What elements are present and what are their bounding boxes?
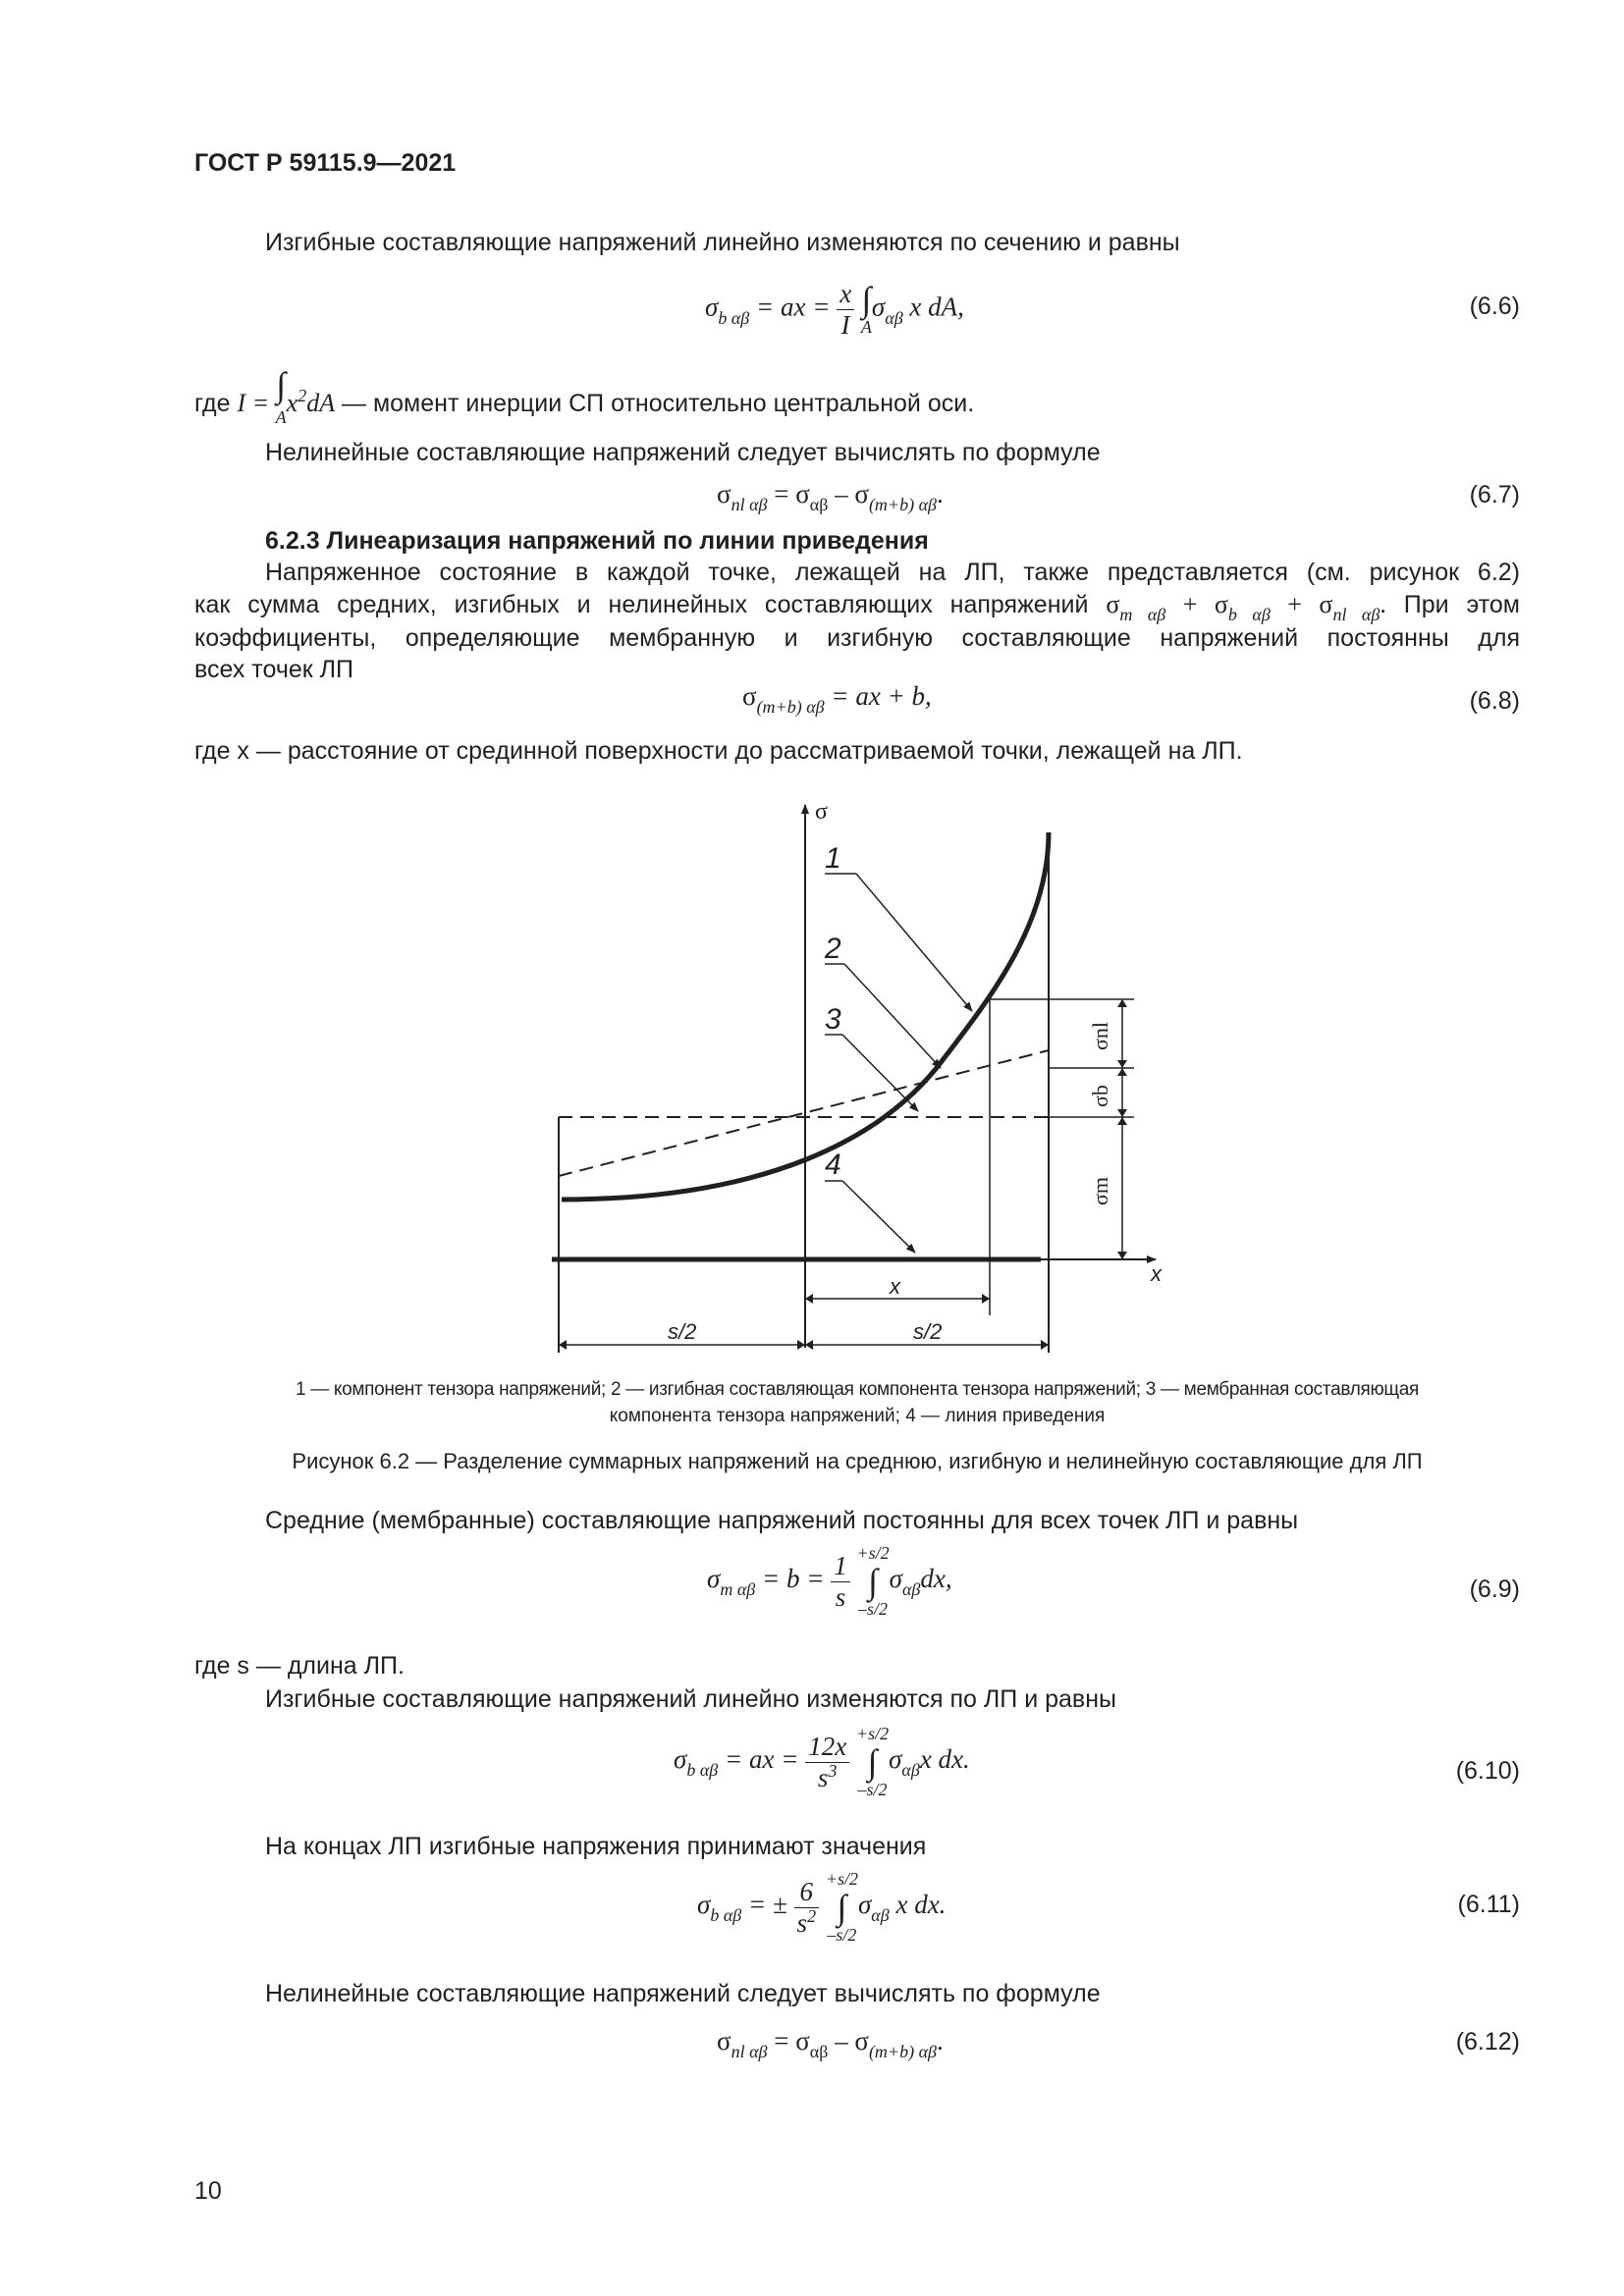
document-header: ГОСТ Р 59115.9—2021: [194, 149, 457, 177]
where-inertia: где I = ∫ A $x^2dA$ — момент инерции СП относительно центральной оси.: [194, 365, 975, 427]
x-dimension-label: x: [890, 1274, 900, 1299]
paragraph-membrane: Средние (мембранные) составляющие напряжений постоянны для всех точек ЛП и равны: [265, 1507, 1299, 1534]
sigma-axis-label: σ: [815, 799, 828, 825]
equation-number-6-9: (6.9): [1469, 1575, 1520, 1603]
equation-6-9: $\sigma_{m \alpha\beta} = b$ = $\frac{1}{s}$ +s/2 ∫ –s/2 $\sigma_{\alpha\beta}dx$,: [707, 1543, 952, 1619]
paragraph-line-2: как сумма средних, изгибных и нелинейных составляющих напряжений $\sigma_{m \alpha\beta} + \sigma_{b \alpha\beta} + \sigma_{nl \alpha\beta}$. При этом: [194, 590, 1520, 624]
label-2: 2: [825, 933, 841, 965]
x-axis-label: x: [1151, 1261, 1162, 1286]
paragraph-bending-lp: Изгибные составляющие напряжений линейно изменяются по ЛП и равны: [265, 1685, 1116, 1713]
s-half-right-label: s/2: [913, 1319, 943, 1344]
equation-number-6-11: (6.11): [1457, 1891, 1520, 1918]
page-number: 10: [194, 2177, 222, 2205]
equation-6-8: $\sigma_{(m+b) \alpha\beta}$ = ax + b,: [742, 681, 932, 717]
equation-number-6-6: (6.6): [1469, 293, 1520, 320]
equation-6-11: $\sigma_{b \alpha\beta}$ = ± $\frac{6}{s^2}$ +s/2 ∫ –s/2 $\sigma_{\alpha\beta}$ x dx.: [697, 1869, 947, 1945]
label-3: 3: [825, 1003, 841, 1036]
figure-legend-line-2: компонента тензора напряжений; 4 — линия приведения: [609, 1406, 1106, 1426]
where-x: где x — расстояние от срединной поверхности до рассматриваемой точки, лежащей на ЛП.: [194, 737, 1243, 765]
equation-number-6-10: (6.10): [1455, 1757, 1520, 1785]
equation-6-6: $\sigma_{b \alpha\beta}$ = ax = $\frac{x}{I}$ ∫ A $\sigma_{\alpha\beta}$ x dA,: [705, 279, 964, 340]
paragraph-line-3: коэффициенты, определяющие мембранную и изгибную составляющие напряжений постоянны для: [194, 624, 1520, 652]
equation-6-10: $\sigma_{b \alpha\beta}$ = ax = $\frac{12x}{s^3}$ +s/2 ∫ –s/2 $\sigma_{\alpha\beta}x$ dx.: [674, 1724, 970, 1799]
paragraph-nonlinear-2: Нелинейные составляющие напряжений следует вычислять по формуле: [265, 1980, 1101, 2007]
where-s: где s — длина ЛП.: [194, 1652, 405, 1680]
equation-number-6-8: (6.8): [1469, 687, 1520, 715]
equation-6-12: $\sigma_{nl \alpha\beta} = \sigma_{\alpha\beta} - \sigma_{(m+b) \alpha\beta}$.: [717, 2026, 944, 2061]
figure-6-2: [530, 785, 1237, 1374]
label-1: 1: [825, 842, 841, 875]
paragraph-line-1: Напряженное состояние в каждой точке, лежащей на ЛП, также представляется (см. рисунок 6.2): [265, 559, 1520, 586]
paragraph-nonlinear: Нелинейные составляющие напряжений следует вычислять по формуле: [265, 439, 1101, 466]
sigma-b-label: σb: [1088, 1085, 1112, 1107]
equation-number-6-12: (6.12): [1455, 2028, 1520, 2056]
equation-number-6-7: (6.7): [1469, 481, 1520, 508]
section-title: 6.2.3 Линеаризация напряжений по линии приведения: [265, 527, 929, 555]
label-4: 4: [825, 1148, 841, 1181]
sigma-nl-label: σnl: [1088, 1022, 1112, 1050]
paragraph-line-4: всех точек ЛП: [194, 656, 354, 683]
s-half-left-label: s/2: [668, 1319, 697, 1344]
figure-legend-line-1: 1 — компонент тензора напряжений; 2 — изгибная составляющая компонента тензора напряжений; 3 — мембранная составляющая: [295, 1379, 1420, 1400]
bending-line: [559, 1050, 1049, 1176]
paragraph-ends: На концах ЛП изгибные напряжения принимают значения: [265, 1833, 927, 1860]
equation-6-7: $\sigma_{nl \alpha\beta} = \sigma_{\alpha\beta} - \sigma_{(m+b) \alpha\beta}$.: [717, 479, 944, 514]
figure-caption: Рисунок 6.2 — Разделение суммарных напряжений на среднюю, изгибную и нелинейную составляющие для ЛП: [292, 1449, 1423, 1473]
sigma-m-label: σm: [1088, 1177, 1112, 1205]
paragraph-bending: Изгибные составляющие напряжений линейно изменяются по сечению и равны: [265, 229, 1180, 256]
